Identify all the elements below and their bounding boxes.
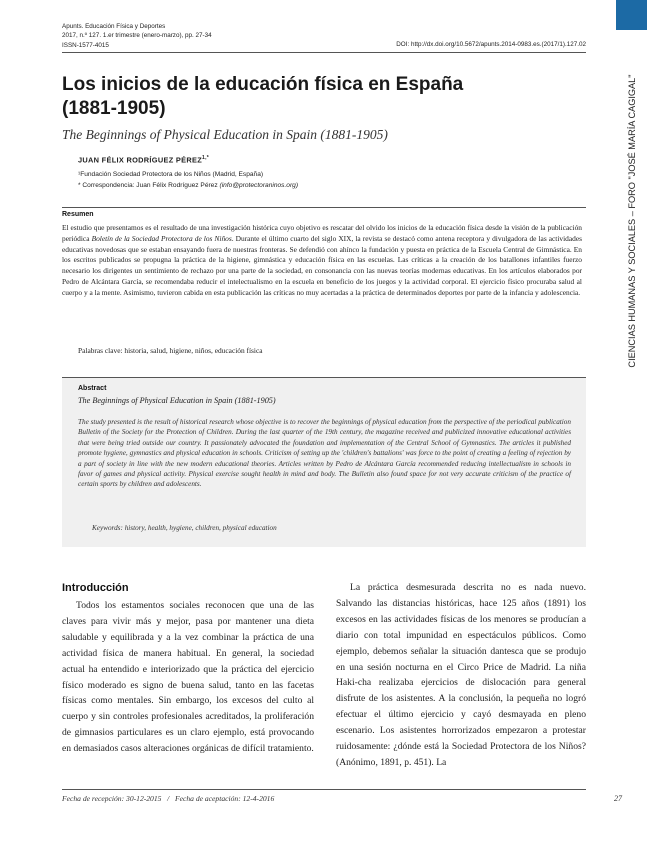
resumen-label: Resumen [62,211,94,218]
abstract-text: The study presented is the result of historical research whose objective is to recover the beginnings of physical education from the perspective of the periodical publication Bulletin of the Society for the Protection of Children. During the last quarter of the 19th century, the magazine received and publicized innovative educational activities that were being tried outside our country. It passionately advocated the foundation and implementation of the Central School of Gymnastics. The articles it published promote hygiene, gymnastics and physical education in schools. Criticism of setting up the 'children's battalions' was force to the point of creating a feeling of rejection by a part of society in line with the new modern educational theories. Articles written by Pedro de Alcántara García recommended reducing intellectualism in schools in favor of games and physical activity. Physical exercise sought health in mind and body. The Bulletin also found space for not very accurate criticism of the practice of certain sports by children and adolescents. [78,418,571,489]
resumen-text-b: . Durante el último cuarto del siglo XIX, la revista se destacó como antena receptora y divulgadora de las actividades educativas novedosas que se estaban ensayando fuera de nuestras fronteras. Se defendió con ahínco la fundación y puesta en práctica de la Escuela Central de Gimnástica. En los escritos publicados se propugna la práctica de la higiene, gimnástica y educación física en las escuelas. Las críticas a la creación de los batallones infantiles fuerzo necesario los dirigentes un sentimiento de rechazo por una parte de la sociedad, en consonancia con las nuevas teorías modernas educativas. En los artículos elaborados por Pedro de Alcántara García, se recomendaba reducir el intelectualismo en la escuela en beneficio de los juegos y la actividad corporal. El ejercicio físico procuraba salud al cuerpo y a la mente. Asimismo, tuvieron cabida en esta publicación las críticas no muy acertadas a la práctica de determinados deportes por parte de la infancia y adolescencia. [62,233,582,297]
footer-dates: Fecha de recepción: 30-12-2015 / Fecha de aceptación: 12-4-2016 [62,794,275,803]
title-line-1: Los inicios de la educación física en España [62,74,464,95]
correspondence [78,182,298,189]
resumen-text-italic: Boletín de la Sociedad Protectora de los Niños [91,233,232,243]
affiliation: ¹Fundación Sociedad Protectora de los Niños (Madrid, España) [78,171,264,178]
abstract-label: Abstract [78,385,107,392]
resumen-text [62,223,582,299]
intro-left-column: Todos los estamentos sociales reconocen que una de las claves para vivir más y mejor, pasa por mantener una dieta saludable y equilibrada y a la vez combinar la práctica de una actividad física de manera habitual. En general, la sociedad actual ha entendido e interiorizado que la práctica del ejercicio físico moderado es signo de buena salud, tanto en las facetas físicas como mentales. Sin embargo, los excesos del culto al cuerpo y sin controles profesionales acreditados, la proliferación de gimnasios particulares es un claro ejemplo, está provocando en demasiados casos alteraciones orgánicas de difícil tratamiento. [62,600,314,755]
page-number: 27 [614,794,622,803]
resumen-text-a: El estudio que presentamos es el resultado de una investigación histórica cuyo objetivo es rescatar del olvido los inicios de la educación física desde la visión de la publicación periódica [62,223,582,243]
correspondence-label: * Correspondencia: Juan Félix Rodríguez Pérez [78,182,218,189]
author-line [78,155,209,164]
header-rule [62,52,586,53]
intro-right-column: La práctica desmesurada descrita no es nada nuevo. Salvando las distancias históricas, hace 125 años (1891) los excesos en las actividades físicas de los menores se producían a diario con total impunidad en espectáculos públicos. Como ejemplo, debemos señalar la situación dantesca que se produjo en una sesión nocturna en el Circo Price de Madrid. La niña Haki-cha realizaba ejercicios de dislocación para general disfrute de los asistentes. A la conclusión, la pequeña no logró efectuar el último ejercicio y cayó desmayada en pleno escenario. Los asistentes horrorizados empezaron a protestar ruidosamente: ¿dónde está la Sociedad Protectora de los Niños? (Anónimo, 1891, p. 451). La [336,582,586,768]
section-vertical-label-wrap [625,61,639,381]
author-mark: 1,* [202,155,210,161]
correspondence-email[interactable]: (info@protectoraninos.org) [219,182,299,189]
article-title [62,73,592,121]
abstract-title: The Beginnings of Physical Education in Spain (1881-1905) [78,396,276,405]
abstract-keywords [92,524,277,532]
keywords-label: Palabras clave: [78,346,123,355]
sidebar-accent-bar [616,0,647,30]
intro-heading: Introducción [62,582,129,594]
abstract-keywords-label: Keywords: [92,524,123,532]
footer-rule [62,789,586,790]
journal-issn: ISSN-1577-4015 [62,42,109,49]
journal-name: Apunts. Educación Física y Deportes [62,23,166,30]
title-line-2: (1881-1905) [62,98,166,119]
resumen-rule [62,207,586,208]
section-vertical-label: CIENCIAS HUMANAS Y SOCIALES – FORO "JOSÉ MARÍA CAGIGAL" [627,74,637,368]
abstract-keywords-values: history, health, hygiene, children, physical education [124,524,277,532]
article-subtitle: The Beginnings of Physical Education in Spain (1881-1905) [62,127,388,142]
journal-issue: 2017, n.º 127. 1.er trimestre (enero-marzo), pp. 27-34 [62,32,212,39]
resumen-keywords [78,346,263,355]
author-name: JUAN FÉLIX RODRÍGUEZ PÉREZ [78,155,203,165]
keywords-values: historia, salud, higiene, niños, educación física [124,346,263,355]
doi-link[interactable]: DOI: http://dx.doi.org/10.5672/apunts.2014-0983.es.(2017/1).127.02 [396,41,586,48]
abstract-rule [62,377,586,378]
